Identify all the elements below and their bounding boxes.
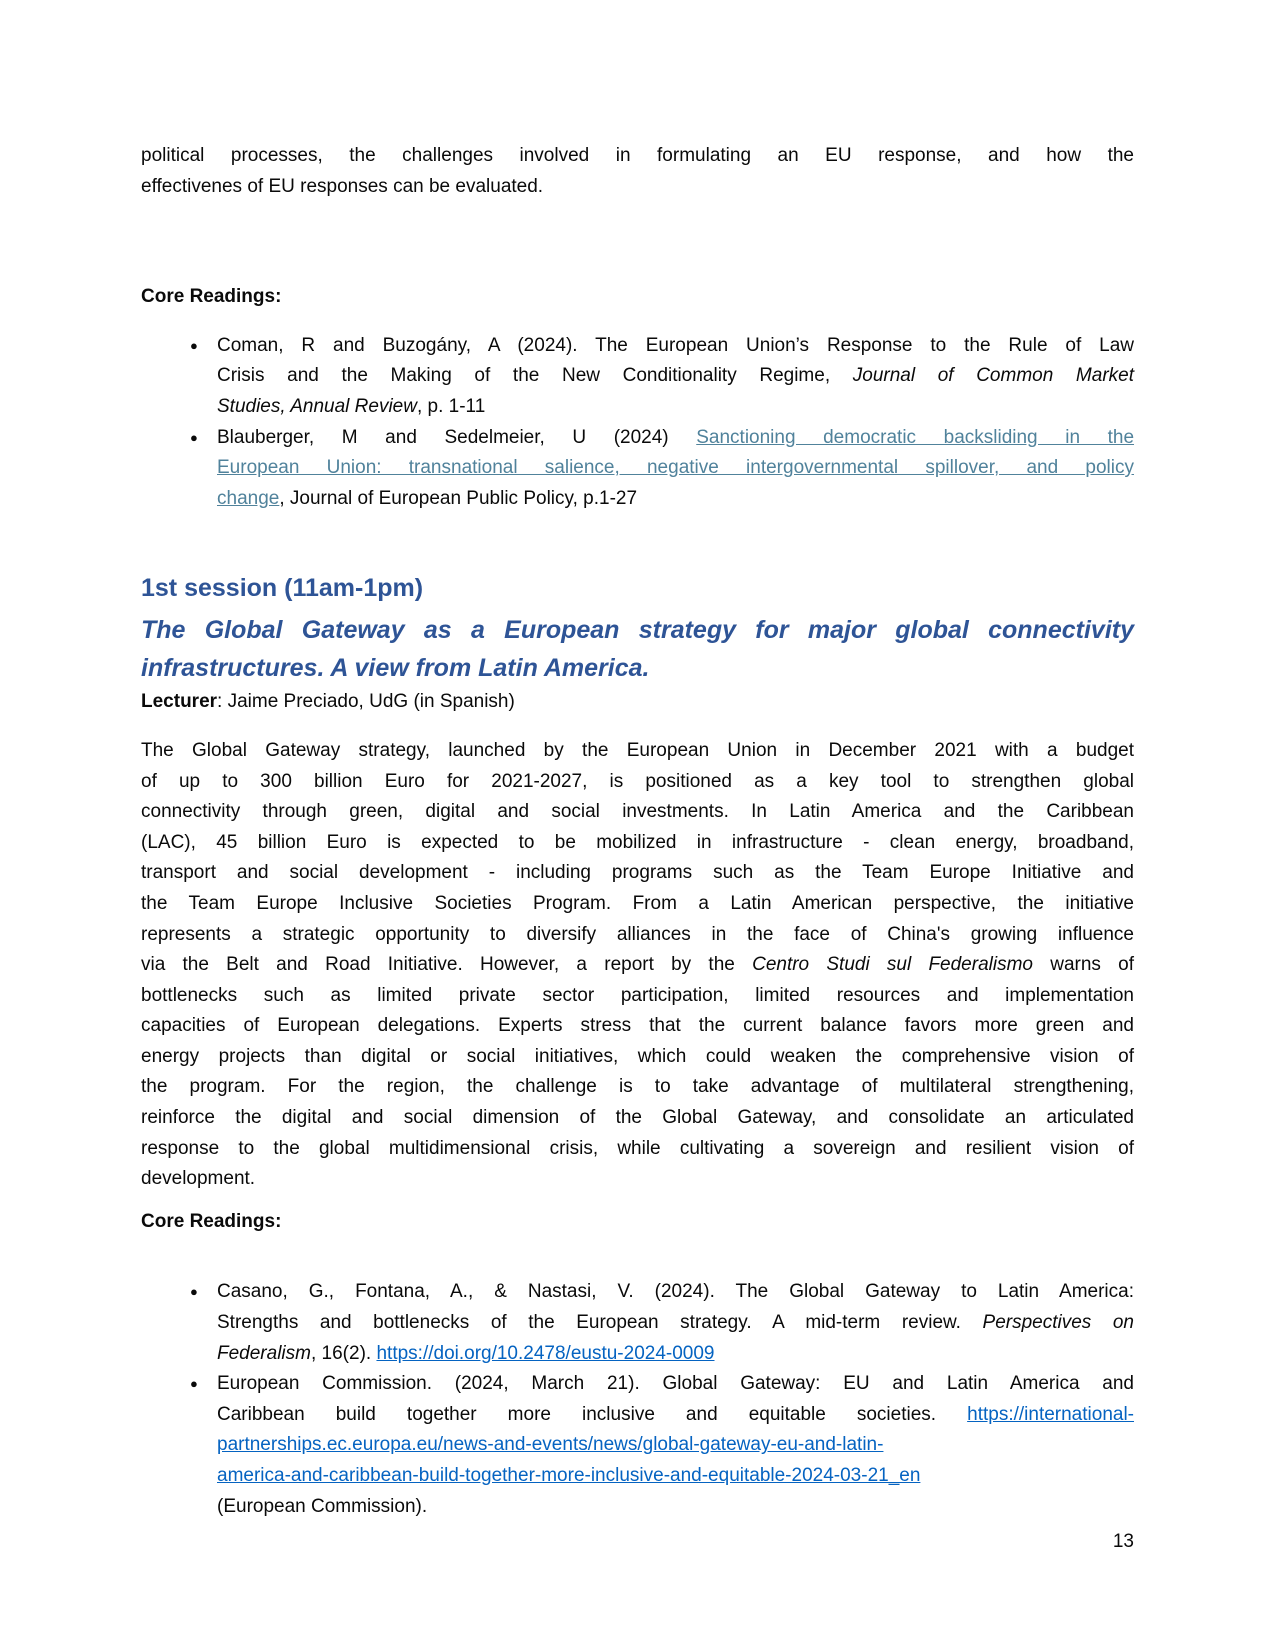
text-segment: European Commission. (2024, March 21). Global Gateway: EU and Latin America and (217, 1373, 1134, 1395)
text-segment: : Jaime Preciado, UdG (in Spanish) (217, 691, 515, 713)
text-segment: transport and social development - including programs such as the Team Europe Initiative and (141, 862, 1134, 884)
text-line (141, 687, 1134, 718)
text-segment: connectivity through green, digital and social investments. In Latin America and the Caribbean (141, 801, 1134, 823)
text-segment: via the Belt and Road Initiative. However, a report by the (141, 954, 753, 976)
text-line (141, 767, 1134, 798)
text-segment: , p. 1-11 (416, 395, 486, 417)
text-line (141, 1308, 1134, 1339)
reading-item (141, 1369, 1134, 1522)
core-readings-list-1 (141, 331, 1134, 515)
text-line (141, 889, 1134, 920)
text-segment: Casano, G., Fontana, A., & Nastasi, V. (2024). The Global Gateway to Latin America: (217, 1281, 1134, 1303)
text-segment: Journal of Common Market (852, 365, 1134, 387)
text-line (141, 1461, 1134, 1492)
reading-item (141, 331, 1134, 423)
text-line (141, 828, 1134, 859)
core-readings-heading-2: Core Readings: (141, 1210, 282, 1232)
text-segment: Federalism (217, 1342, 311, 1364)
text-line (141, 1339, 1134, 1370)
text-segment: Studies, Annual Review (217, 395, 417, 417)
text-segment: of up to 300 billion Euro for 2021-2027, is positioned as a key tool to strengthen global (141, 770, 1134, 792)
text-segment: Strengths and bottlenecks of the European strategy. A mid-term review. (217, 1312, 983, 1334)
text-segment: infrastructures. A view from Latin America. (141, 654, 650, 683)
text-line (141, 649, 1134, 687)
text-segment: Caribbean build together more inclusive and equitable societies. (217, 1403, 968, 1425)
text-line (141, 736, 1134, 767)
text-segment: development. (141, 1168, 256, 1190)
text-segment: Coman, R and Buzogány, A (2024). The European Union’s Response to the Rule of Law (217, 334, 1134, 356)
text-line (141, 1430, 1134, 1461)
text-segment: Perspectives on (982, 1312, 1134, 1334)
text-line (141, 1134, 1134, 1165)
hyperlink[interactable]: https://international- (967, 1403, 1134, 1425)
text-segment: Blauberger, M and Sedelmeier, U (2024) (217, 426, 697, 448)
text-line (141, 920, 1134, 951)
lecturer-line (141, 687, 1134, 718)
text-segment: political processes, the challenges involved in formulating an EU response, and how the (141, 145, 1134, 166)
bullet-icon: ● (190, 429, 198, 445)
hyperlink[interactable]: Sanctioning democratic backsliding in the (696, 426, 1135, 448)
text-line (141, 361, 1134, 392)
text-line (141, 1011, 1134, 1042)
reading-item (141, 423, 1134, 515)
text-segment: Lecturer (141, 691, 218, 713)
text-line (141, 950, 1134, 981)
bullet-icon: ● (190, 1376, 198, 1392)
text-line (141, 1277, 1134, 1308)
text-segment: , 16(2). (310, 1342, 377, 1364)
text-line (141, 1369, 1134, 1400)
text-line (141, 1072, 1134, 1103)
abstract-paragraph (141, 736, 1134, 1195)
text-segment: bottlenecks such as limited private sector participation, limited resources and implementation (141, 984, 1134, 1006)
text-segment: The Global Gateway as a European strategy for major global connectivity (141, 616, 1134, 645)
text-segment: Centro Studi sul Federalismo (752, 954, 1033, 976)
text-segment: , Journal of European Public Policy, p.1-27 (279, 487, 638, 509)
text-line (141, 981, 1134, 1012)
text-segment: energy projects than digital or social initiatives, which could weaken the comprehensive vision of (141, 1045, 1134, 1067)
hyperlink[interactable]: partnerships.ec.europa.eu/news-and-events/news/global-gateway-eu-and-latin- (217, 1434, 884, 1456)
hyperlink[interactable]: https://doi.org/10.2478/eustu-2024-0009 (376, 1342, 715, 1364)
hyperlink[interactable]: america-and-caribbean-build-together-more-inclusive-and-equitable-2024-03-21_en (217, 1465, 921, 1486)
core-readings-heading-1: Core Readings: (141, 286, 282, 308)
text-segment: response to the global multidimensional crisis, while cultivating a sovereign and resilient vision of (141, 1137, 1134, 1159)
text-segment: warns of (1032, 954, 1134, 976)
session-heading: 1st session (11am-1pm) (141, 574, 424, 603)
bullet-icon: ● (190, 337, 198, 353)
text-line (141, 331, 1134, 362)
text-line (141, 453, 1134, 484)
text-line (141, 1492, 1134, 1523)
text-segment: the Team Europe Inclusive Societies Program. From a Latin American perspective, the initiative (141, 892, 1134, 914)
text-segment: the program. For the region, the challenge is to take advantage of multilateral strengthening, (141, 1076, 1134, 1098)
hyperlink[interactable]: change (217, 487, 280, 509)
bullet-icon: ● (190, 1284, 198, 1300)
text-segment: Crisis and the Making of the New Conditionality Regime, (217, 365, 853, 387)
text-line (141, 1103, 1134, 1134)
text-segment: effectivenes of EU responses can be evaluated. (141, 175, 544, 197)
intro-paragraph (141, 141, 1134, 202)
core-readings-list-2 (141, 1277, 1134, 1522)
text-segment: represents a strategic opportunity to diversify alliances in the face of China's growing influence (141, 923, 1134, 945)
page-number: 13 (1112, 1531, 1134, 1553)
text-line (141, 1400, 1134, 1431)
text-segment: (LAC), 45 billion Euro is expected to be mobilized in infrastructure - clean energy, broadband, (141, 831, 1134, 853)
text-line (141, 141, 1134, 172)
session-subtitle (141, 611, 1134, 687)
text-segment: (European Commission). (217, 1495, 428, 1517)
hyperlink[interactable]: European Union: transnational salience, negative intergovernmental spillover, and policy (217, 457, 1134, 479)
text-line (141, 484, 1134, 515)
text-line (141, 1042, 1134, 1073)
text-line (141, 797, 1134, 828)
text-segment: reinforce the digital and social dimension of the Global Gateway, and consolidate an articulated (141, 1107, 1134, 1129)
text-line (141, 858, 1134, 889)
text-line (141, 611, 1134, 649)
text-segment: The Global Gateway strategy, launched by the European Union in December 2021 with a budget (141, 739, 1134, 761)
text-line (141, 423, 1134, 454)
text-line (141, 1164, 1134, 1195)
reading-item (141, 1277, 1134, 1369)
text-segment: capacities of European delegations. Experts stress that the current balance favors more green and (141, 1015, 1134, 1037)
text-line (141, 392, 1134, 423)
text-line (141, 172, 1134, 203)
